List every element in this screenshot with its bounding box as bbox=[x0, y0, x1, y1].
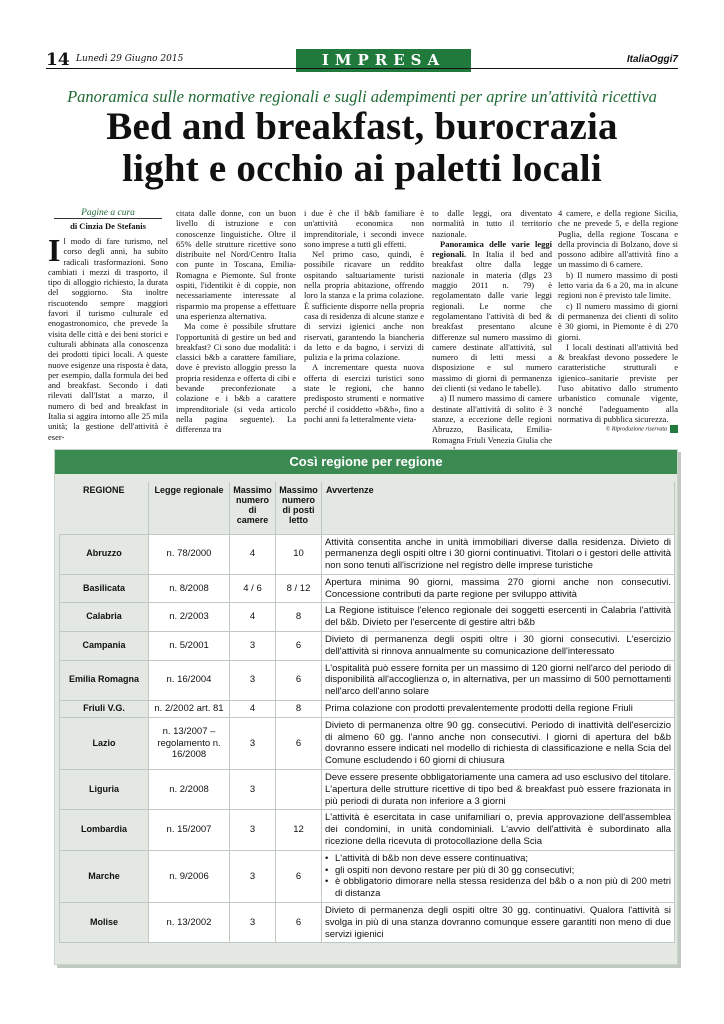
paragraph: citata dalle donne, con un buon livello di istruzione e con conoscenze linguistiche. Oltre il 65% delle strutture ricettive sono distribuite nel Nord/Centro Italia con punte in Toscana, Emilia-Romagna e Piemonte. Sul fronte ospiti, l'identikit è di coppie, non necessariamente interessate al risparmio ma propense a effettuare una esperienza alternativa. bbox=[176, 208, 296, 321]
note-cell: Deve essere presente obbligatoriamente una camera ad uso esclusivo del titolare. L'apertura delle strutture ricettive di tipo bed & breakfast può essere frazionata in più periodi di durata non inferiore a 3 giorni bbox=[322, 770, 675, 810]
paragraph: I locali destinati all'attività bed & breakfast devono possedere le caratteristiche strutturali e igienico–sanitarie previste per l'uso abitativo dallo strumento urbanistico comunale vigente, nonché l'adeguamento alla normativa di pubblica sicurezza. bbox=[558, 341, 678, 424]
region-cell: Friuli V.G. bbox=[60, 701, 149, 718]
paragraph: Nel primo caso, quindi, è possibile ricavare un reddito ospitando saltuariamente turisti nella propria abitazione, offrendo loro la stanza e la prima colazione. È sufficiente disporre nella propria casa di residenza di alcune stanze e di servizi igienici anche non riservati, garantendo la biancheria da letto e da bagno, i servizi di pulizia e la prima colazione. bbox=[304, 249, 424, 363]
rooms-cell: 3 bbox=[230, 660, 276, 700]
table-row bbox=[60, 603, 675, 632]
header-region: REGIONE bbox=[60, 482, 149, 534]
table-row bbox=[60, 717, 675, 769]
rooms-cell: 3 bbox=[230, 903, 276, 943]
rooms-cell: 3 bbox=[230, 717, 276, 769]
article-kicker: Panoramica sulle normative regionali e sugli adempimenti per aprire un'attività ricettiva bbox=[67, 87, 657, 106]
note-bullet-list bbox=[325, 853, 671, 900]
column-2 bbox=[176, 208, 296, 435]
beds-cell: 8 / 12 bbox=[276, 574, 322, 603]
paragraph: 4 camere, e della regione Sicilia, che ne prevede 5, e della regione Puglia, della regione Toscana e della provincia di Bolzano, dove si possono adibire all'attività fino a un massimo di 6 camere. bbox=[558, 208, 678, 270]
region-cell: Liguria bbox=[60, 770, 149, 810]
region-cell: Campania bbox=[60, 632, 149, 661]
beds-cell: 10 bbox=[276, 534, 322, 574]
beds-cell: 6 bbox=[276, 850, 322, 902]
note-cell: Divieto di permanenza degli ospiti oltre i 30 giorni consecutivi. L'esercizio dell'attività si rinnova annualmente su comunicazione dell'interessato bbox=[322, 632, 675, 661]
paragraph: A incrementare questa nuova offerta di esercizi turistici sono state le regioni, che hanno predisposto strumenti e normative perché il cosiddetto «b&b», fino a pochi anni fa letteralmente vieta- bbox=[304, 362, 424, 424]
rooms-cell: 3 bbox=[230, 810, 276, 850]
paragraph: to dalle leggi, ora diventato normalità in tutto il territorio nazionale. bbox=[432, 208, 552, 239]
paragraph: c) Il numero massimo di giorni di permanenza dei clienti di solito è 30 giorni, in Piemonte è di 270 giorni. bbox=[558, 300, 678, 342]
note-cell bbox=[322, 850, 675, 902]
note-cell: L'ospitalità può essere fornita per un massimo di 120 giorni nell'arco del periodo di disponibilità all'accoglienza o, in alternativa, per un massimo di 500 pernottamenti nell'arco dell'anno solare bbox=[322, 660, 675, 700]
region-cell: Lombardia bbox=[60, 810, 149, 850]
note-cell: Attività consentita anche in unità immobiliari diverse dalla residenza. Divieto di permanenza degli ospiti oltre i 30 giorni continuativi. Titolari o i gestori delle attività non sono tenuti all'iscrizione nel registro delle imprese turistiche bbox=[322, 534, 675, 574]
rooms-cell: 4 / 6 bbox=[230, 574, 276, 603]
beds-cell: 6 bbox=[276, 632, 322, 661]
column-4 bbox=[432, 208, 552, 455]
paragraph: l modo di fare turismo, nel corso degli anni, ha subito radicali trasformazioni. Sono cambiati i mezzi di trasporto, il tipo di alloggio richiesto, la durata del soggiorno. Sta inoltre riscuotendo sempre maggiori favori il turismo culturale ed enogastronomico, che prevede la visita delle città e dei beni storici e culturali abbinata alla conoscenza dei prodotti tipici locali. A queste nuove esigenze una risposta è data, per esempio, dalla formula dei bed and breakfast. Secondo i dati rilevati dall'Istat a marzo, il numero di bed and breakfast in Italia si aggira intorno alle 25 mila unità; la gestione dell'attività è eser- bbox=[48, 236, 168, 442]
beds-cell: 8 bbox=[276, 603, 322, 632]
region-cell: Calabria bbox=[60, 603, 149, 632]
table-header-row bbox=[60, 482, 675, 534]
table-body bbox=[60, 534, 675, 943]
rooms-cell: 3 bbox=[230, 770, 276, 810]
subheading: Panoramica delle varie leggi regionali. bbox=[432, 238, 552, 260]
law-cell: n. 2/2003 bbox=[149, 603, 230, 632]
article-headline bbox=[46, 106, 678, 190]
law-cell: n. 78/2000 bbox=[149, 534, 230, 574]
note-bullet: • è obbligatorio dimorare nella stessa residenza del b&b o a non più di 200 metri di distanza bbox=[325, 876, 671, 900]
law-cell: n. 16/2004 bbox=[149, 660, 230, 700]
note-bullet: • L'attività di b&b non deve essere continuativa; bbox=[325, 853, 671, 865]
table-row bbox=[60, 770, 675, 810]
newspaper-name: ItaliaOggi7 bbox=[626, 54, 678, 65]
law-cell: n. 13/2007 – regolamento n. 16/2008 bbox=[149, 717, 230, 769]
header-notes: Avvertenze bbox=[322, 482, 675, 534]
beds-cell bbox=[276, 770, 322, 810]
table-row bbox=[60, 574, 675, 603]
copyright-note: © Riproduzione riservata bbox=[558, 425, 678, 433]
beds-cell: 8 bbox=[276, 701, 322, 718]
paragraph: Ma come è possibile sfruttare l'opportunità di gestire un bed and breakfast? Ci sono due modalità: i classici b&b a carattere familiare, dove è previsto alloggio presso la propria residenza e offerta di cibi e bevande preconfezionate a colazione e i b&b a carattere imprenditoriale (si veda articolo nella pagina seguente). La differenza tra bbox=[176, 321, 296, 435]
regional-rules-table bbox=[59, 482, 675, 943]
rooms-cell: 4 bbox=[230, 534, 276, 574]
law-cell: n. 2/2008 bbox=[149, 770, 230, 810]
header-rooms: Massimo numero di camere bbox=[230, 482, 276, 534]
rooms-cell: 4 bbox=[230, 701, 276, 718]
byline-author: di Cinzia De Stefanis bbox=[70, 221, 146, 231]
drop-cap: I bbox=[48, 232, 61, 268]
table-row bbox=[60, 850, 675, 902]
page-number: 14 bbox=[46, 50, 70, 70]
paragraph: b) Il numero massimo di posti letto varia da 6 a 20, ma in alcune regioni non è previsto tale limite. bbox=[558, 269, 678, 301]
law-cell: n. 9/2006 bbox=[149, 850, 230, 902]
section-label: IMPRESA bbox=[296, 49, 471, 72]
table-row bbox=[60, 810, 675, 850]
issue-date: Lunedì 29 Giugno 2015 bbox=[76, 54, 184, 64]
table-row bbox=[60, 701, 675, 718]
article-body bbox=[46, 208, 680, 445]
byline-label: Pagine a cura bbox=[54, 208, 162, 219]
table-row bbox=[60, 903, 675, 943]
headline-line-1: Bed and breakfast, burocrazia bbox=[106, 105, 618, 148]
law-cell: n. 5/2001 bbox=[149, 632, 230, 661]
rooms-cell: 4 bbox=[230, 603, 276, 632]
column-3 bbox=[304, 208, 424, 424]
beds-cell: 6 bbox=[276, 717, 322, 769]
beds-cell: 6 bbox=[276, 660, 322, 700]
header-beds: Massimo numero di posti letto bbox=[276, 482, 322, 534]
beds-cell: 12 bbox=[276, 810, 322, 850]
note-cell: L'attività è esercitata in case unifamiliari o, previa approvazione dell'assemblea dei condomini, in unità condominiali. L'avvio dell'attività è subordinato alla ricezione della ricevuta di protocollazione della Scia bbox=[322, 810, 675, 850]
region-cell: Lazio bbox=[60, 717, 149, 769]
note-cell: Divieto di permanenza oltre 90 gg. consecutivi. Periodo di inattività dell'esercizio di almeno 60 gg. l'anno anche non consecutivi. I giorni di apertura del b&b dovranno essere indicati nel modello di richiesta di classificazione e nella Scia del Comune escludendo i 60 giorni di chiusura bbox=[322, 717, 675, 769]
law-cell: n. 2/2002 art. 81 bbox=[149, 701, 230, 718]
table-row bbox=[60, 534, 675, 574]
beds-cell: 6 bbox=[276, 903, 322, 943]
table-title: Così regione per regione bbox=[55, 450, 677, 474]
column-1 bbox=[48, 208, 168, 442]
byline bbox=[48, 208, 168, 231]
table-row bbox=[60, 660, 675, 700]
paragraph: In Italia il bed and breakfast oltre dalla legge nazionale in materia (dlgs 23 maggio 2011 n. 79) è regolamentato dalle varie leggi regionali. Le norme che regolamentano l'attività di bed & breakfast presentano alcune differenze sul numero massimo di camere destinate all'attività, sul numero di letti messi a disposizione e sul numero massimo di giorni di permanenza dei clienti (si vedano le tabelle). bbox=[432, 249, 552, 394]
paragraph: a) Il numero massimo di camere destinate all'attività di solito è 3 stanze, a eccezione delle regioni Abruzzo, Basilicata, Emilia-Romagna Friuli Venezia Giulia che bbox=[432, 393, 552, 445]
region-cell: Emilia Romagna bbox=[60, 660, 149, 700]
region-cell: Abruzzo bbox=[60, 534, 149, 574]
regional-table-box bbox=[54, 449, 678, 965]
rooms-cell: 3 bbox=[230, 850, 276, 902]
note-cell: Prima colazione con prodotti prevalentemente prodotti della regione Friuli bbox=[322, 701, 675, 718]
note-cell: Divieto di permanenza degli ospiti oltre 30 gg. continuativi. Qualora l'attività si svolga in più di una stanza dovranno comunque essere garantiti non meno di due servizi igienici bbox=[322, 903, 675, 943]
region-cell: Molise bbox=[60, 903, 149, 943]
page-header bbox=[46, 44, 678, 72]
table-row bbox=[60, 632, 675, 661]
header-law: Legge regionale bbox=[149, 482, 230, 534]
region-cell: Marche bbox=[60, 850, 149, 902]
note-cell: La Regione istituisce l'elenco regionale dei soggetti esercenti in Calabria l'attività del b&b. Divieto per l'esercente di gestire altri b&b bbox=[322, 603, 675, 632]
headline-line-2: light e occhio ai paletti locali bbox=[122, 147, 602, 190]
law-cell: n. 8/2008 bbox=[149, 574, 230, 603]
header-rule bbox=[46, 68, 678, 69]
paragraph: i due è che il b&b familiare è un'attività economica non imprenditoriale, i secondi invece sono imprese a tutti gli effetti. bbox=[304, 208, 424, 249]
column-5 bbox=[558, 208, 678, 433]
note-cell: Apertura minima 90 giorni, massima 270 giorni anche non consecutivi. Concessione contributi da parte regione per sviluppo attività bbox=[322, 574, 675, 603]
region-cell: Basilicata bbox=[60, 574, 149, 603]
note-bullet: • gli ospiti non devono restare per più di 30 gg consecutivi; bbox=[325, 865, 671, 877]
rooms-cell: 3 bbox=[230, 632, 276, 661]
law-cell: n. 13/2002 bbox=[149, 903, 230, 943]
law-cell: n. 15/2007 bbox=[149, 810, 230, 850]
